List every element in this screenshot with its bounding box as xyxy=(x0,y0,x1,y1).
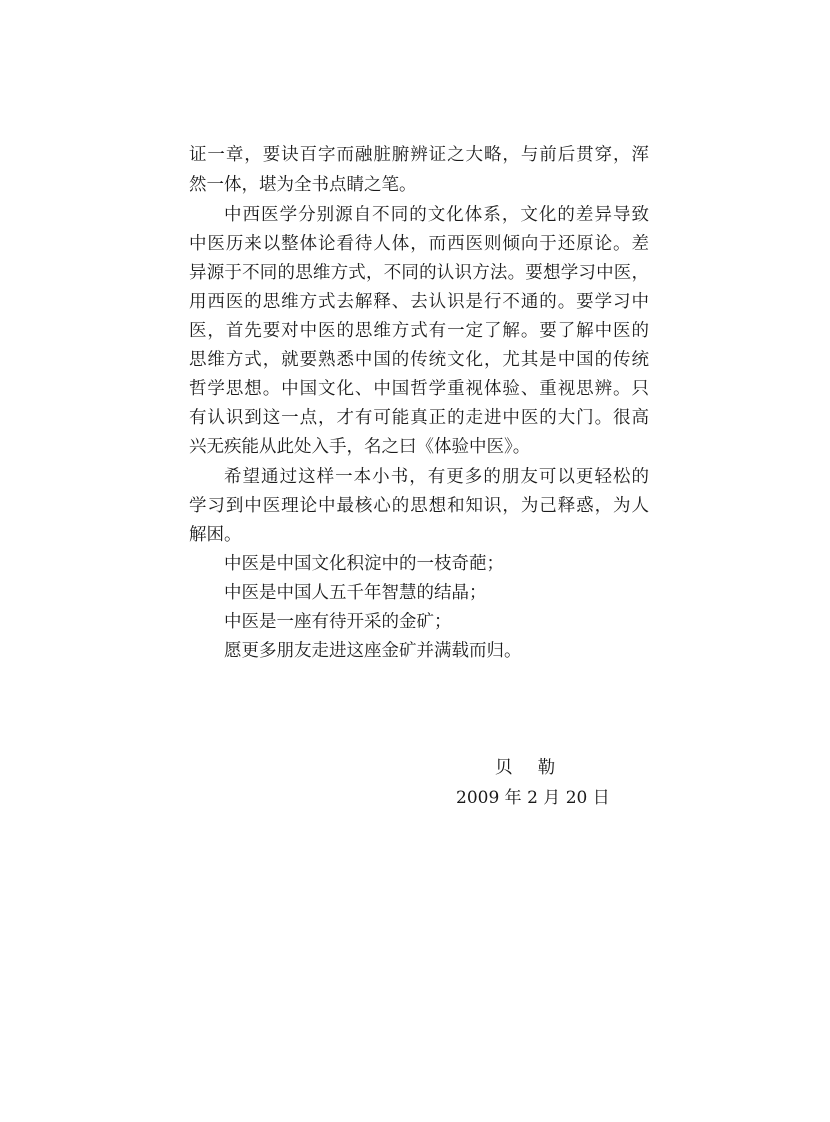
text-line: 证一章，要诀百字而融脏腑辨证之大略，与前后贯穿，浑 xyxy=(189,145,649,165)
text-line: 兴无疾能从此处入手，名之曰《体验中医》。 xyxy=(189,437,531,457)
signature-date: 2009 年 2 月 20 日 xyxy=(456,788,610,808)
author-name-second: 勒 xyxy=(537,758,556,778)
text-line: 中医是一座有待开采的金矿； xyxy=(224,612,452,632)
text-line: 学习到中医理论中最核心的思想和知识，为己释惑，为人 xyxy=(189,496,649,516)
text-line: 哲学思想。中国文化、中国哲学重视体验、重视思辨。只 xyxy=(189,379,649,399)
text-line: 中西医学分别源自不同的文化体系，文化的差异导致 xyxy=(224,205,649,225)
text-line: 然一体，堪为全书点睛之笔。 xyxy=(189,175,417,195)
text-line: 希望通过这样一本小书，有更多的朋友可以更轻松的 xyxy=(224,467,649,487)
text-line: 愿更多朋友走进这座金矿并满载而归。 xyxy=(224,641,522,661)
text-line: 有认识到这一点，才有可能真正的走进中医的大门。很高 xyxy=(189,408,649,428)
author-signature xyxy=(495,756,555,780)
text-line: 中医是中国人五千年智慧的结晶； xyxy=(224,583,487,603)
text-line: 中医是中国文化积淀中的一枝奇葩； xyxy=(224,554,504,574)
text-line: 医，首先要对中医的思维方式有一定了解。要了解中医的 xyxy=(189,321,649,341)
text-line: 中医历来以整体论看待人体，而西医则倾向于还原论。差 xyxy=(189,234,649,254)
text-line: 思维方式，就要熟悉中国的传统文化，尤其是中国的传统 xyxy=(189,350,649,370)
text-line: 用西医的思维方式去解释、去认识是行不通的。要学习中 xyxy=(189,292,649,312)
text-line: 解困。 xyxy=(189,525,242,545)
author-name-first: 贝 xyxy=(495,758,513,778)
text-line: 异源于不同的思维方式，不同的认识方法。要想学习中医， xyxy=(189,263,649,283)
